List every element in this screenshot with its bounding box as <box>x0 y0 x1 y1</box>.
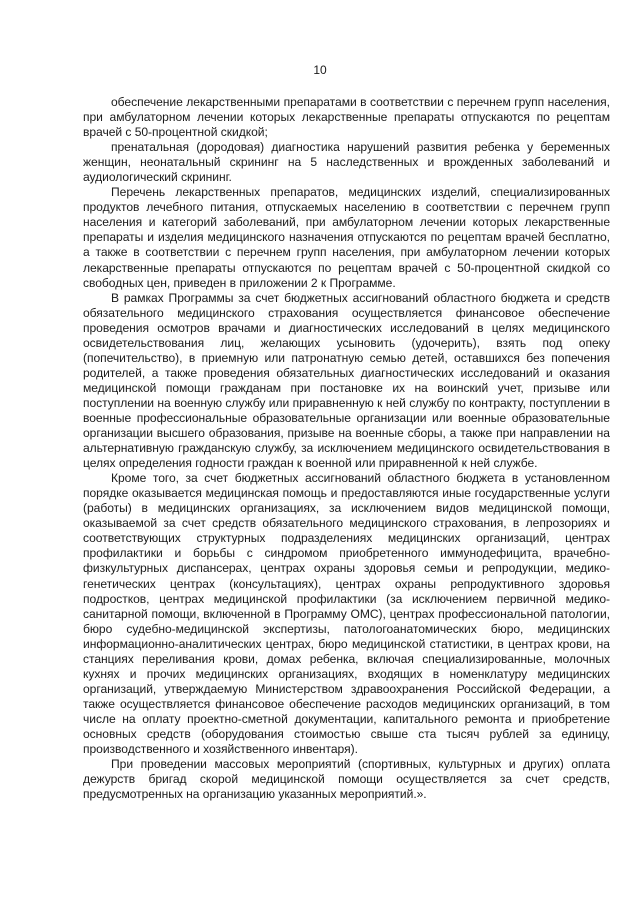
paragraph-medicines-discount: обеспечение лекарственными препаратами в соответствии с перечнем групп населения, при амбулаторном лечении которых лекарственные препараты отпускаются по рецептам врачей с 50-процентной скидкой; <box>83 95 610 140</box>
paragraph-prenatal-diagnostics: пренатальная (дородовая) диагностика нарушений развития ребенка у беременных женщин, неонатальный скрининг на 5 наследственных и врожденных заболеваний и аудиологический скрининг. <box>83 140 610 185</box>
page-number: 10 <box>313 63 327 77</box>
paragraph-mass-events: При проведении массовых мероприятий (спортивных, культурных и других) оплата дежурств бригад скорой медицинской помощи осуществляется за счет средств, предусмотренных на организацию указанных мероприятий.». <box>83 757 610 802</box>
paragraph-regional-budget-services: Кроме того, за счет бюджетных ассигнований областного бюджета в установленном порядке оказывается медицинская помощь и предоставляются иные государственные услуги (работы) в медицинских организациях, за исключением видов медицинской помощи, оказываемой за счет средств обязательного медицинского страхования, в лепрозориях и соответствующих структурных подразделениях медицинских организаций, центрах профилактики и борьбы с синдромом приобретенного иммунодефицита, врачебно-физкультурных диспансерах, центрах охраны здоровья семьи и репродукции, медико-генетических центрах (консультациях), центрах охраны репродуктивного здоровья подростков, центрах медицинской профилактики (за исключением первичной медико-санитарной помощи, включенной в Программу ОМС), центрах профессиональной патологии, бюро судебно-медицинской экспертизы, патологоанатомических бюро, медицинских информационно-аналитических центрах, бюро медицинской статистики, в центрах крови, на станциях переливания крови, домах ребенка, включая специализированные, молочных кухнях и прочих медицинских организациях, входящих в номенклатуру медицинских организаций, утверждаемую Министерством здравоохранения Российской Федерации, а также осуществляется финансовое обеспечение расходов медицинских организаций, в том числе на оплату проектно-сметной документации, капитального ремонта и приобретение основных средств (оборудования стоимостью свыше ста тысяч рублей за единицу, производственного и хозяйственного инвентаря). <box>83 471 610 757</box>
paragraph-examinations-funding: В рамках Программы за счет бюджетных ассигнований областного бюджета и средств обязательного медицинского страхования осуществляется финансовое обеспечение проведения осмотров врачами и диагностических исследований в целях медицинского освидетельствования лиц, желающих усыновить (удочерить), взять под опеку (попечительство), в приемную или патронатную семью детей, оставшихся без попечения родителей, а также проведения обязательных диагностических исследований и оказания медицинской помощи гражданам при постановке их на воинский учет, призыве или поступлении на военную службу или приравненную к ней службу по контракту, поступлении в военные профессиональные образовательные организации или военные образовательные организации высшего образования, призыве на военные сборы, а также при направлении на альтернативную гражданскую службу, за исключением медицинского освидетельствования в целях определения годности граждан к военной или приравненной к ней службе. <box>83 290 610 471</box>
paragraph-medicines-list: Перечень лекарственных препаратов, медицинских изделий, специализированных продуктов лечебного питания, отпускаемых населению в соответствии с перечнем групп населения и категорий заболеваний, при амбулаторном лечении которых лекарственные препараты и изделия медицинского назначения отпускаются по рецептам врачей бесплатно, а также в соответствии с перечнем групп населения, при амбулаторном лечении которых лекарственные препараты отпускаются по рецептам врачей с 50-процентной скидкой со свободных цен, приведен в приложении 2 к Программе. <box>83 185 610 290</box>
document-body <box>83 95 610 802</box>
